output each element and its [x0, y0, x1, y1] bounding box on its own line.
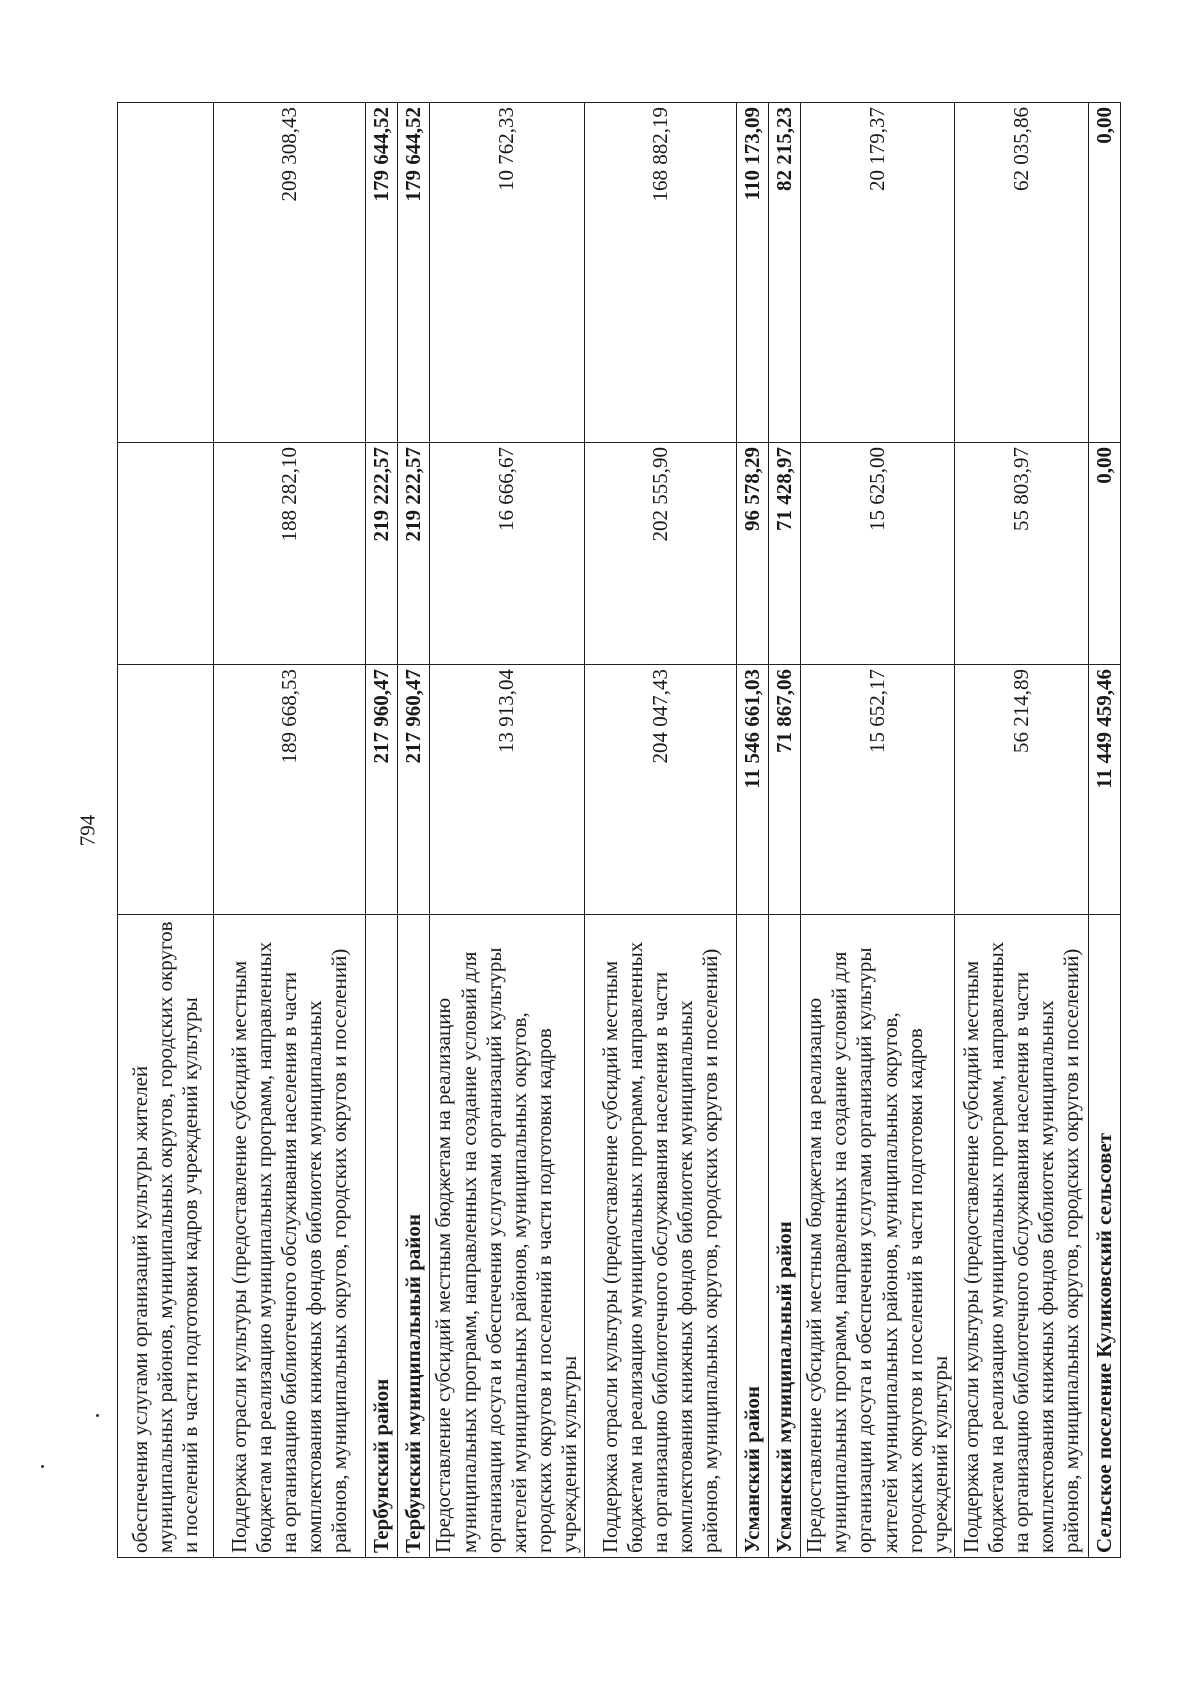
table-row [429, 102, 584, 1557]
value-2023: 15 625,00 [800, 442, 954, 664]
table-row [117, 102, 213, 1557]
table-row [800, 102, 954, 1557]
value-2024: 82 215,23 [768, 102, 800, 442]
value-2023: 16 666,67 [429, 442, 584, 664]
value-2022: 11 449 459,46 [1088, 664, 1120, 914]
row-description: Поддержка отрасли культуры (предоставление субсидий местным бюджетам на реализацию муниципальных программ, направленных на организацию библиотечного обслуживания населения в части комплектования книжных фондов библиотек муниципальных районов, муниципальных округов, городских округов и поселений) [213, 914, 365, 1557]
value-2022: 11 546 661,03 [736, 664, 768, 914]
scan-speck [96, 1414, 99, 1417]
table-row [954, 102, 1088, 1557]
value-2023: 96 578,29 [736, 442, 768, 664]
table-row [213, 102, 365, 1557]
value-2023: 219 222,57 [365, 442, 397, 664]
row-description: Усманский район [736, 914, 768, 1557]
value-2023: 202 555,90 [584, 442, 736, 664]
value-2024: 62 035,86 [954, 102, 1088, 442]
value-2022 [117, 664, 213, 914]
row-description: Предоставление субсидий местным бюджетам на реализацию муниципальных программ, направленных на создание условий для организации досуга и обеспечения услугами организаций культуры жителей муниципальных районов, муниципальных округов, городских округов и поселений в части подготовки кадров учреждений культуры [429, 914, 584, 1557]
value-2022: 189 668,53 [213, 664, 365, 914]
value-2022: 217 960,47 [397, 664, 429, 914]
value-2024: 179 644,52 [365, 102, 397, 442]
row-description: Поддержка отрасли культуры (предоставление субсидий местным бюджетам на реализацию муниципальных программ, направленных на организацию библиотечного обслуживания населения в части комплектования книжных фондов библиотек муниципальных районов, муниципальных округов, городских округов и поселений) [584, 914, 736, 1557]
value-2022: 217 960,47 [365, 664, 397, 914]
row-description: обеспечения услугами организаций культуры жителей муниципальных районов, муниципальных округов, городских округов и поселений в части подготовки кадров учреждений культуры [117, 914, 213, 1557]
row-description: Поддержка отрасли культуры (предоставление субсидий местным бюджетам на реализацию муниципальных программ, направленных на организацию библиотечного обслуживания населения в части комплектования книжных фондов библиотек муниципальных районов, муниципальных округов, городских округов и поселений) [954, 914, 1088, 1557]
value-2024: 209 308,43 [213, 102, 365, 442]
value-2024: 179 644,52 [397, 102, 429, 442]
value-2023: 0,00 [1088, 442, 1120, 664]
value-2022: 204 047,43 [584, 664, 736, 914]
value-2023: 188 282,10 [213, 442, 365, 664]
budget-table-rotated [117, 103, 1116, 1558]
value-2024: 0,00 [1088, 102, 1120, 442]
value-2023: 219 222,57 [397, 442, 429, 664]
value-2023 [117, 442, 213, 664]
value-2022: 15 652,17 [800, 664, 954, 914]
budget-table [117, 102, 1121, 1558]
table-row-total [397, 102, 429, 1557]
table-row-total [365, 102, 397, 1557]
table-row-total [1088, 102, 1120, 1557]
value-2023: 71 428,97 [768, 442, 800, 664]
value-2022: 71 867,06 [768, 664, 800, 914]
row-description: Тербунский район [365, 914, 397, 1557]
table-row [584, 102, 736, 1557]
row-description: Предоставление субсидий местным бюджетам на реализацию муниципальных программ, направленных на создание условий для организации досуга и обеспечения услугами организаций культуры жителей муниципальных районов, муниципальных округов, городских округов и поселений в части подготовки кадров учреждений культуры [800, 914, 954, 1557]
row-description: Тербунский муниципальный район [397, 914, 429, 1557]
value-2022: 13 913,04 [429, 664, 584, 914]
value-2024: 168 882,19 [584, 102, 736, 442]
value-2024: 10 762,33 [429, 102, 584, 442]
value-2024: 20 179,37 [800, 102, 954, 442]
table-row-total [736, 102, 768, 1557]
value-2024 [117, 102, 213, 442]
table-row-total [768, 102, 800, 1557]
row-description: Усманский муниципальный район [768, 914, 800, 1557]
value-2023: 55 803,97 [954, 442, 1088, 664]
page-number: 794 [75, 814, 100, 847]
value-2024: 110 173,09 [736, 102, 768, 442]
value-2022: 56 214,89 [954, 664, 1088, 914]
scan-speck [41, 1465, 44, 1468]
row-description: Сельское поселение Куликовский сельсовет [1088, 914, 1120, 1557]
